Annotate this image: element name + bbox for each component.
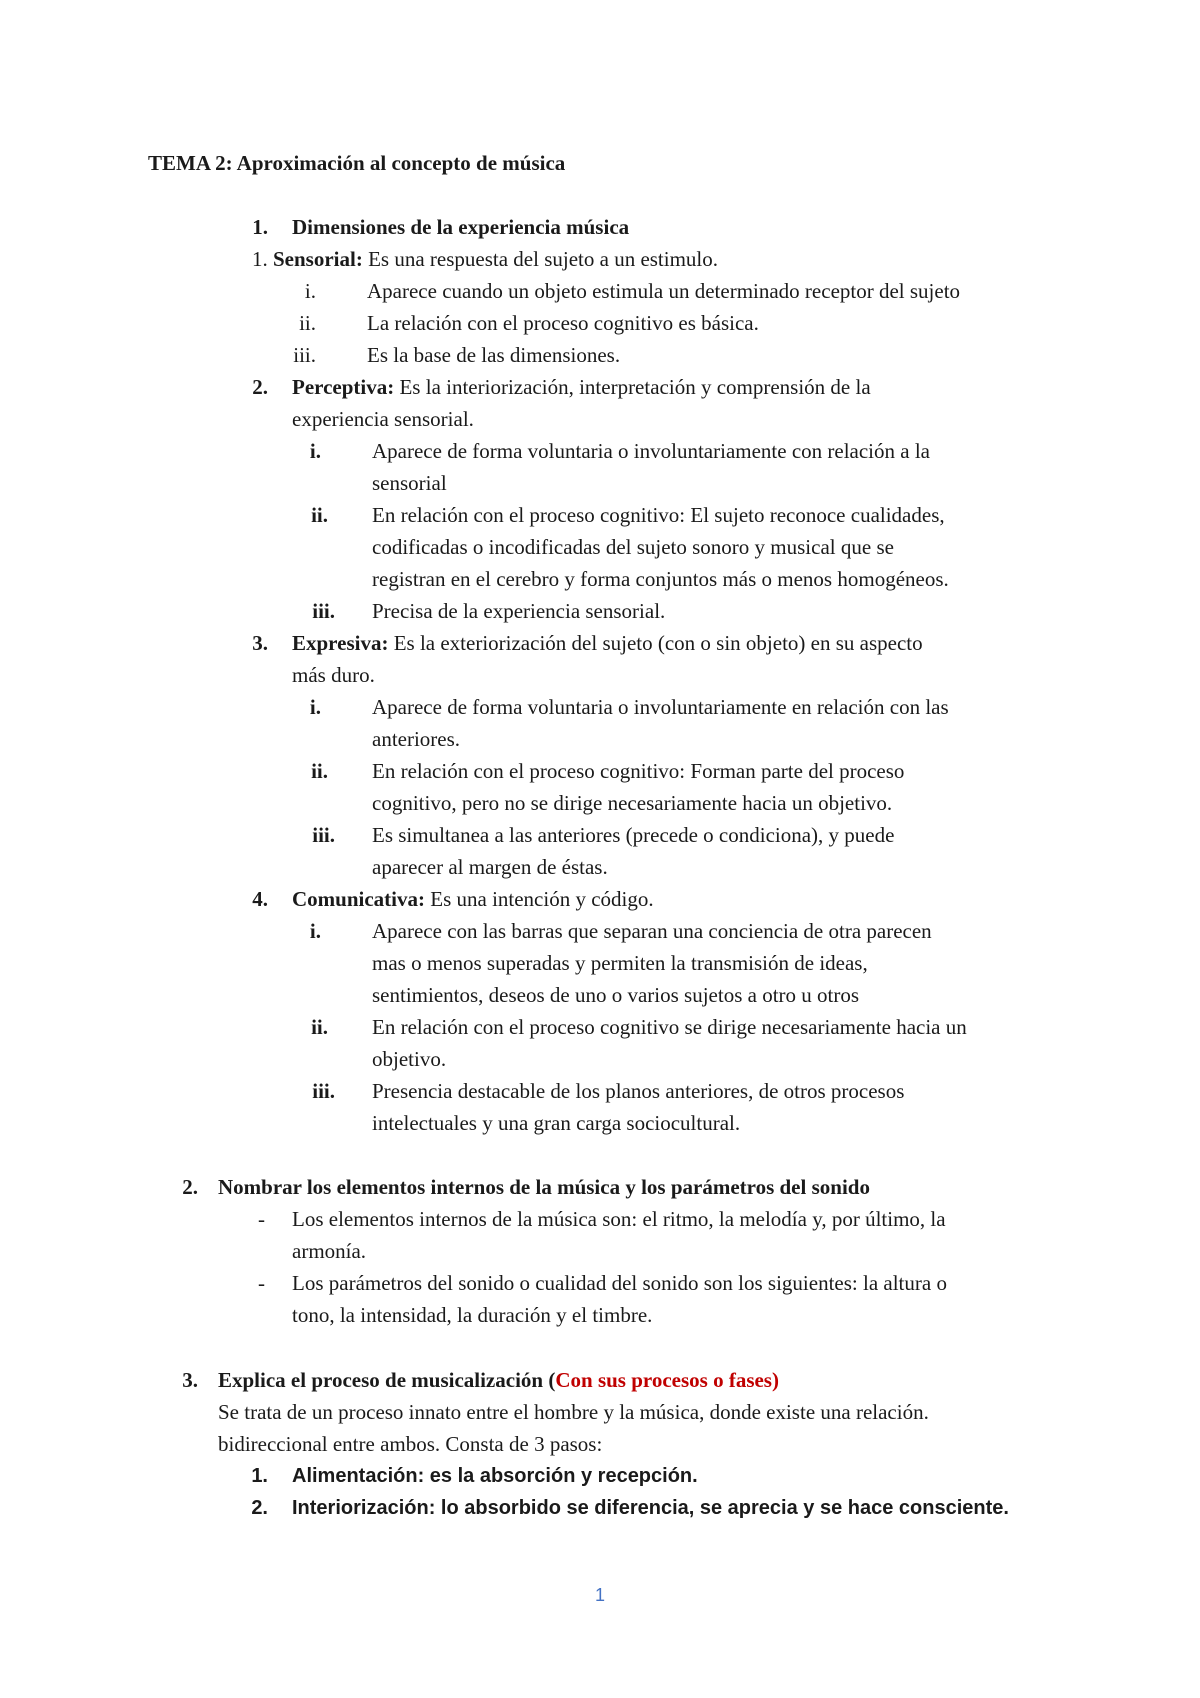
dimension-label: Sensorial: (273, 247, 363, 271)
subitem-text: sensorial (372, 471, 447, 495)
dimension-text: Es una respuesta del sujeto a un estimulo. (362, 247, 719, 271)
step-text: es la absorción y recepción. (424, 1465, 698, 1487)
subitem-text: Es la base de las dimensiones. (367, 343, 621, 367)
subitem-text: aparecer al margen de éstas. (372, 855, 608, 879)
subitem-text: En relación con el proceso cognitivo: El sujeto reconoce cualidades, (372, 503, 945, 527)
subitem-text: intelectuales y una gran carga sociocultural. (372, 1111, 741, 1135)
subitem-marker: ii. (311, 759, 328, 783)
step-text: lo absorbido se diferencia, se aprecia y se hace consciente. (435, 1497, 1009, 1519)
section-3-heading (218, 1367, 779, 1393)
section-1-heading: Dimensiones de la experiencia música (292, 215, 630, 239)
subitem-marker: iii. (293, 343, 316, 367)
dimension-sensorial (252, 246, 718, 272)
bullet-marker: - (258, 1207, 265, 1231)
dimension-text-cont: experiencia sensorial. (292, 407, 474, 431)
step-label: Alimentación: (292, 1465, 425, 1487)
subitem-text: Aparece cuando un objeto estimula un determinado receptor del sujeto (367, 279, 961, 303)
dimension-number: 1. (252, 247, 268, 271)
section-3-intro: bidireccional entre ambos. Consta de 3 pasos: (218, 1432, 603, 1456)
step-label: Interiorización: (292, 1497, 436, 1519)
subitem-text: sentimientos, deseos de uno o varios sujetos a otro u otros (372, 983, 860, 1007)
dimension-expresiva (292, 630, 923, 656)
subitem-marker: ii. (311, 1015, 328, 1039)
dimension-label: Perceptiva: (292, 375, 395, 399)
section-1-number: 1. (252, 215, 268, 239)
subitem-marker: iii. (312, 599, 335, 623)
subitem-text: La relación con el proceso cognitivo es básica. (367, 311, 759, 335)
dimension-text: Es la exteriorización del sujeto (con o sin objeto) en su aspecto (388, 631, 923, 655)
bullet-marker: - (258, 1271, 265, 1295)
dimension-number: 2. (252, 375, 268, 399)
dimension-perceptiva (292, 374, 871, 400)
dimension-text: Es la interiorización, interpretación y comprensión de la (394, 375, 871, 399)
section-3-intro: Se trata de un proceso innato entre el hombre y la música, donde existe una relación. (218, 1400, 929, 1424)
bullet-text: armonía. (292, 1239, 367, 1263)
subitem-marker: i. (309, 695, 321, 719)
dimension-number: 3. (252, 631, 268, 655)
dimension-label: Comunicativa: (292, 887, 425, 911)
subitem-marker: iii. (312, 1079, 335, 1103)
subitem-marker: i. (309, 439, 321, 463)
subitem-text: Presencia destacable de los planos anteriores, de otros procesos (372, 1079, 905, 1103)
subitem-text: cognitivo, pero no se dirige necesariamente hacia un objetivo. (372, 791, 893, 815)
subitem-text: codificadas o incodificadas del sujeto sonoro y musical que se (372, 535, 894, 559)
subitem-text: Es simultanea a las anteriores (precede o condiciona), y puede (372, 823, 895, 847)
bullet-text: Los parámetros del sonido o cualidad del sonido son los siguientes: la altura o (292, 1271, 947, 1295)
dimension-text: Es una intención y código. (425, 887, 654, 911)
step-alimentacion (292, 1463, 698, 1489)
subitem-marker: ii. (299, 311, 316, 335)
bullet-text: tono, la intensidad, la duración y el timbre. (292, 1303, 653, 1327)
subitem-text: registran en el cerebro y forma conjuntos más o menos homogéneos. (372, 567, 949, 591)
dimension-number: 4. (252, 887, 268, 911)
section-3-heading-text: Explica el proceso de musicalización ( (218, 1368, 556, 1392)
section-3-heading-highlight: Con sus procesos o fases) (555, 1368, 779, 1392)
subitem-text: Aparece de forma voluntaria o involuntariamente en relación con las (372, 695, 949, 719)
subitem-text: Aparece con las barras que separan una conciencia de otra parecen (372, 919, 932, 943)
subitem-text: En relación con el proceso cognitivo se dirige necesariamente hacia un (372, 1015, 967, 1039)
step-number: 2. (251, 1497, 268, 1519)
dimension-text-cont: más duro. (292, 663, 375, 687)
subitem-marker: i. (304, 279, 316, 303)
section-3-number: 3. (182, 1368, 198, 1392)
page-number: 1 (594, 1585, 605, 1605)
subitem-text: objetivo. (372, 1047, 447, 1071)
step-interiorizacion (292, 1495, 1009, 1521)
step-number: 1. (251, 1465, 268, 1487)
subitem-text: En relación con el proceso cognitivo: Forman parte del proceso (372, 759, 905, 783)
section-2-heading: Nombrar los elementos internos de la música y los parámetros del sonido (218, 1175, 870, 1199)
bullet-text: Los elementos internos de la música son: el ritmo, la melodía y, por último, la (292, 1207, 946, 1231)
subitem-marker: ii. (311, 503, 328, 527)
subitem-text: anteriores. (372, 727, 461, 751)
section-2-number: 2. (182, 1175, 198, 1199)
subitem-marker: iii. (312, 823, 335, 847)
page-title: TEMA 2: Aproximación al concepto de música (148, 151, 566, 175)
dimension-comunicativa (292, 886, 654, 912)
subitem-text: mas o menos superadas y permiten la transmisión de ideas, (372, 951, 868, 975)
dimension-label: Expresiva: (292, 631, 389, 655)
subitem-marker: i. (309, 919, 321, 943)
subitem-text: Aparece de forma voluntaria o involuntariamente con relación a la (372, 439, 930, 463)
subitem-text: Precisa de la experiencia sensorial. (372, 599, 666, 623)
